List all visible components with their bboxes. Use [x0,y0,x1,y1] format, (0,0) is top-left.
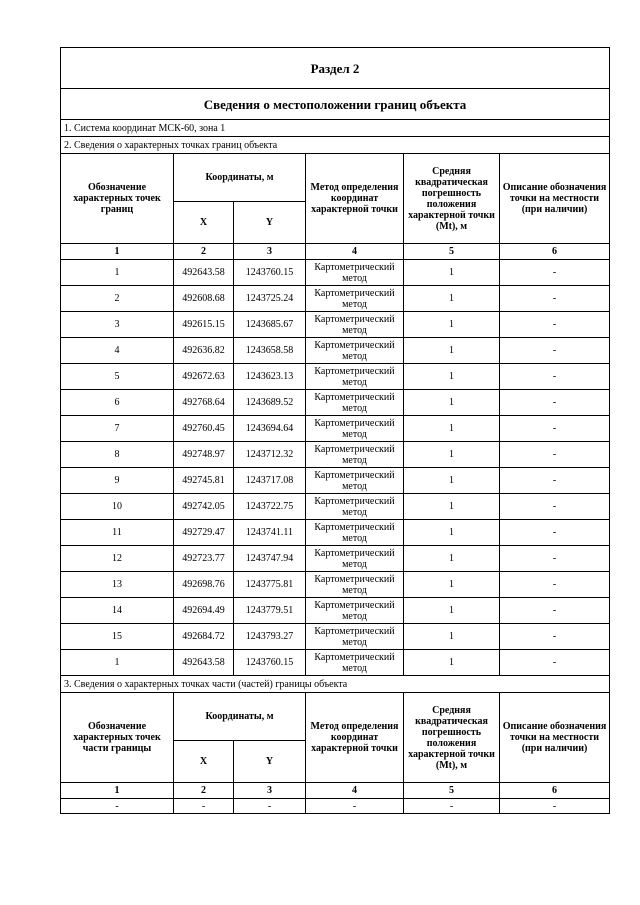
point-description: - [500,546,610,572]
column-number: 3 [234,244,306,260]
point-description: - [500,468,610,494]
point-number: 5 [61,364,174,390]
header2-x: X [174,741,234,783]
point-x: 492742.05 [174,494,234,520]
header-x: X [174,202,234,244]
column-number: 3 [234,783,306,799]
header-y: Y [234,202,306,244]
point-method: Картометрический метод [306,416,404,442]
column-number: 6 [500,244,610,260]
point-x: 492615.15 [174,312,234,338]
point-error: 1 [404,494,500,520]
point-number: 13 [61,572,174,598]
point-x: 492745.81 [174,468,234,494]
point-description: - [500,416,610,442]
header-method: Метод определения координат характерной точки [306,154,404,244]
table-cell: - [500,799,610,814]
point-description: - [500,494,610,520]
point-error: 1 [404,624,500,650]
table-row [61,390,610,416]
header-coordinates: Координаты, м [174,154,306,202]
point-number: 4 [61,338,174,364]
point-x: 492684.72 [174,624,234,650]
table-row [61,468,610,494]
point-error: 1 [404,312,500,338]
point-y: 1243694.64 [234,416,306,442]
point-description: - [500,520,610,546]
point-description: - [500,260,610,286]
point-x: 492768.64 [174,390,234,416]
table-cell: - [61,799,174,814]
table-row [61,312,610,338]
point-description: - [500,286,610,312]
point-y: 1243793.27 [234,624,306,650]
point-x: 492729.47 [174,520,234,546]
point-x: 492723.77 [174,546,234,572]
point-method: Картометрический метод [306,468,404,494]
table-cell: - [234,799,306,814]
point-method: Картометрический метод [306,338,404,364]
point-method: Картометрический метод [306,598,404,624]
point-number: 3 [61,312,174,338]
point-error: 1 [404,442,500,468]
point-method: Картометрический метод [306,364,404,390]
point-y: 1243760.15 [234,650,306,676]
column-number: 1 [61,244,174,260]
point-number: 10 [61,494,174,520]
table-cell: - [404,799,500,814]
point-y: 1243779.51 [234,598,306,624]
header2-description: Описание обозначения точки на местности (при наличии) [500,693,610,783]
column-number: 5 [404,783,500,799]
point-method: Картометрический метод [306,286,404,312]
table-row [61,546,610,572]
column-numbers-row [61,244,610,260]
header2-error: Средняя квадратическая погрешность положения характерной точки (Mt), м [404,693,500,783]
point-method: Картометрический метод [306,624,404,650]
header2-y: Y [234,741,306,783]
point-error: 1 [404,520,500,546]
point-error: 1 [404,468,500,494]
table-row [61,364,610,390]
point-method: Картометрический метод [306,260,404,286]
point-x: 492608.68 [174,286,234,312]
parts-heading: 3. Сведения о характерных точках части (частей) границы объекта [61,676,610,693]
column-number: 2 [174,783,234,799]
point-error: 1 [404,286,500,312]
point-y: 1243712.32 [234,442,306,468]
point-method: Картометрический метод [306,494,404,520]
table-row [61,520,610,546]
point-x: 492698.76 [174,572,234,598]
point-error: 1 [404,260,500,286]
section-title: Раздел 2 [61,48,610,89]
point-x: 492643.58 [174,260,234,286]
point-number: 12 [61,546,174,572]
header-description: Описание обозначения точки на местности (при наличии) [500,154,610,244]
point-method: Картометрический метод [306,520,404,546]
point-number: 1 [61,650,174,676]
point-number: 8 [61,442,174,468]
table-row [61,260,610,286]
table-row [61,416,610,442]
document-page [60,47,609,814]
point-number: 15 [61,624,174,650]
point-error: 1 [404,546,500,572]
point-description: - [500,572,610,598]
point-y: 1243760.15 [234,260,306,286]
point-method: Картометрический метод [306,442,404,468]
table-cell: - [174,799,234,814]
point-description: - [500,598,610,624]
point-error: 1 [404,650,500,676]
point-y: 1243722.75 [234,494,306,520]
point-method: Картометрический метод [306,650,404,676]
point-x: 492694.49 [174,598,234,624]
point-number: 2 [61,286,174,312]
point-y: 1243623.13 [234,364,306,390]
point-number: 6 [61,390,174,416]
point-description: - [500,312,610,338]
table-row [61,442,610,468]
column-number: 6 [500,783,610,799]
header-designation: Обозначение характерных точек границ [61,154,174,244]
column-number: 4 [306,244,404,260]
parts-row [61,799,610,814]
point-x: 492760.45 [174,416,234,442]
point-x: 492643.58 [174,650,234,676]
header2-coordinates: Координаты, м [174,693,306,741]
header2-designation: Обозначение характерных точек части границы [61,693,174,783]
point-y: 1243685.67 [234,312,306,338]
point-description: - [500,650,610,676]
table-row [61,338,610,364]
point-y: 1243741.11 [234,520,306,546]
point-number: 1 [61,260,174,286]
point-method: Картометрический метод [306,572,404,598]
point-description: - [500,338,610,364]
point-error: 1 [404,364,500,390]
document-subtitle: Сведения о местоположении границ объекта [61,89,610,120]
point-error: 1 [404,598,500,624]
point-error: 1 [404,338,500,364]
point-description: - [500,624,610,650]
point-x: 492636.82 [174,338,234,364]
header2-method: Метод определения координат характерной точки [306,693,404,783]
table-row [61,286,610,312]
column-number: 1 [61,783,174,799]
point-method: Картометрический метод [306,546,404,572]
point-x: 492748.97 [174,442,234,468]
column-number: 5 [404,244,500,260]
point-number: 7 [61,416,174,442]
point-method: Картометрический метод [306,390,404,416]
point-number: 14 [61,598,174,624]
table-row [61,650,610,676]
column-number: 4 [306,783,404,799]
column-numbers-row-2 [61,783,610,799]
point-description: - [500,442,610,468]
point-number: 9 [61,468,174,494]
coordinate-system: 1. Система координат МСК-60, зона 1 [61,120,610,137]
table-row [61,572,610,598]
table-row [61,494,610,520]
point-x: 492672.63 [174,364,234,390]
points-heading: 2. Сведения о характерных точках границ объекта [61,137,610,154]
point-description: - [500,390,610,416]
point-y: 1243689.52 [234,390,306,416]
point-y: 1243775.81 [234,572,306,598]
table-row [61,624,610,650]
point-y: 1243658.58 [234,338,306,364]
point-number: 11 [61,520,174,546]
table-cell: - [306,799,404,814]
point-y: 1243725.24 [234,286,306,312]
point-error: 1 [404,572,500,598]
table-row [61,598,610,624]
column-number: 2 [174,244,234,260]
header-error: Средняя квадратическая погрешность положения характерной точки (Mt), м [404,154,500,244]
point-y: 1243747.94 [234,546,306,572]
point-description: - [500,364,610,390]
point-method: Картометрический метод [306,312,404,338]
point-error: 1 [404,390,500,416]
point-y: 1243717.08 [234,468,306,494]
boundary-table [60,47,610,814]
point-error: 1 [404,416,500,442]
